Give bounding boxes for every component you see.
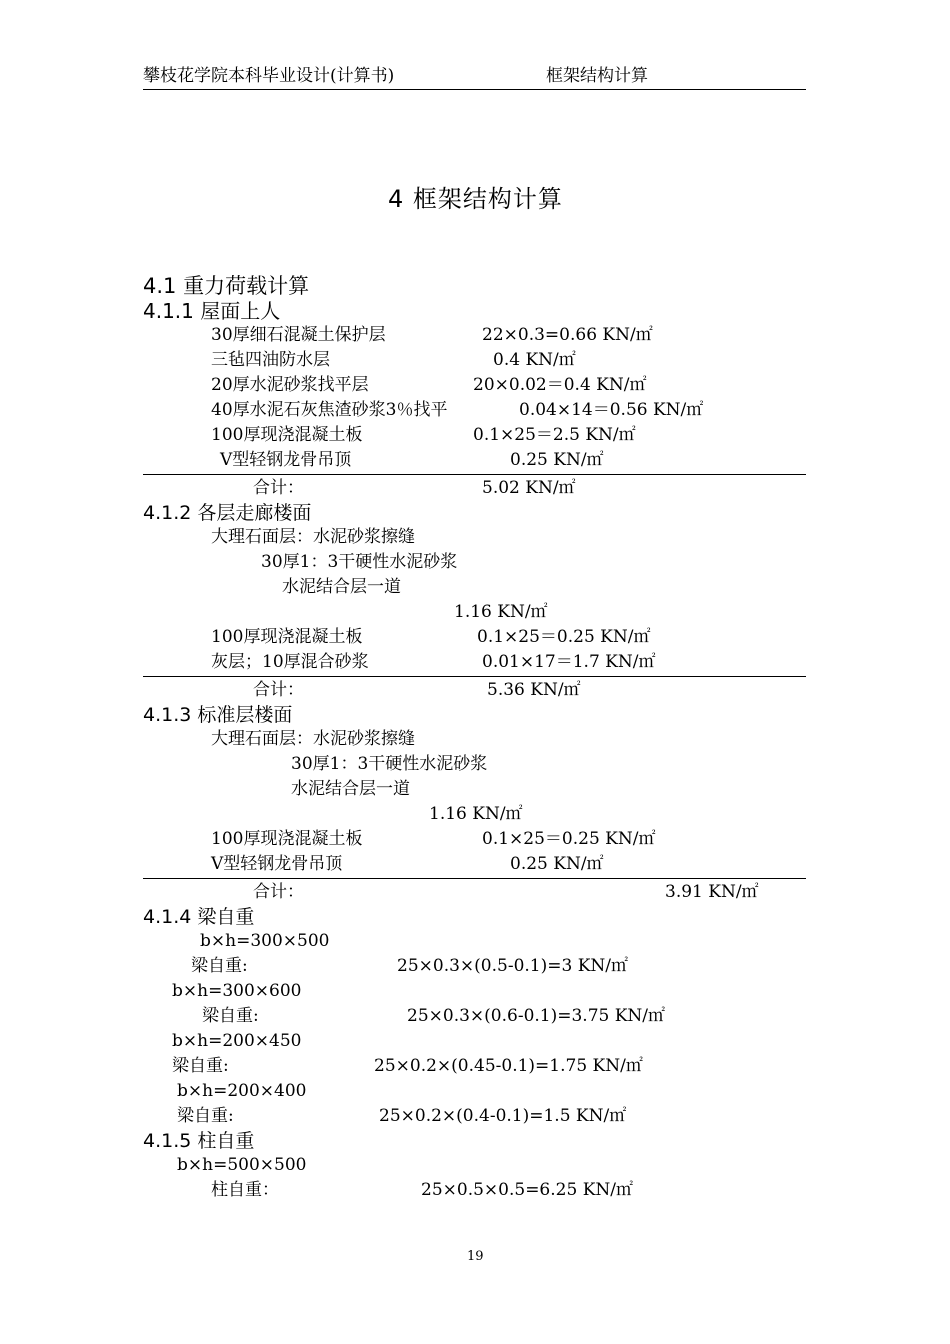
page-number: 19 xyxy=(467,1249,484,1264)
section-4-1-2-title: 4.1.2 各层走廊楼面 xyxy=(143,502,312,524)
beam-weight-label: 梁自重: xyxy=(177,1106,234,1126)
beam-weight-label: 梁自重: xyxy=(191,956,248,976)
beam-weight-value: 25×0.3×(0.5-0.1)=3 KN/㎡ xyxy=(397,956,629,976)
total-value: 5.02 KN/㎡ xyxy=(482,478,576,498)
beam-weight-value: 25×0.2×(0.4-0.1)=1.5 KN/㎡ xyxy=(379,1106,627,1126)
column-weight-value: 25×0.5×0.5=6.25 KN/㎡ xyxy=(421,1180,633,1200)
divider xyxy=(143,474,806,475)
total-value: 3.91 KN/㎡ xyxy=(665,882,759,902)
floor-line: 大理石面层：水泥砂浆擦缝 xyxy=(211,729,415,749)
roof-row-label: 三毡四油防水层 xyxy=(211,350,330,370)
floor-row-value: 0.25 KN/㎡ xyxy=(510,854,604,874)
floor-line: 30厚1：3干硬性水泥砂浆 xyxy=(291,754,488,774)
beam-weight-label: 梁自重: xyxy=(202,1006,259,1026)
beam-size: b×h=200×450 xyxy=(172,1031,302,1051)
floor-row-value: 0.01×17＝1.7 KN/㎡ xyxy=(482,652,656,672)
beam-size: b×h=300×600 xyxy=(172,981,302,1001)
column-size: b×h=500×500 xyxy=(177,1155,307,1175)
chapter-title: 4 框架结构计算 xyxy=(388,185,563,213)
floor-line: 水泥结合层一道 xyxy=(291,779,410,799)
roof-row-label: V型轻钢龙骨吊顶 xyxy=(220,450,352,470)
header-right: 框架结构计算 xyxy=(546,66,648,86)
floor-line: 30厚1：3干硬性水泥砂浆 xyxy=(261,552,458,572)
roof-row-value: 22×0.3=0.66 KN/㎡ xyxy=(482,325,653,345)
section-4-1-title: 4.1 重力荷载计算 xyxy=(143,274,310,298)
total-label: 合计： xyxy=(253,680,304,700)
beam-weight-label: 梁自重: xyxy=(172,1056,229,1076)
floor-subtotal: 1.16 KN/㎡ xyxy=(454,602,548,622)
header-rule xyxy=(143,89,806,90)
roof-row-label: 30厚细石混凝土保护层 xyxy=(211,325,386,345)
floor-row-label: 灰层；10厚混合砂浆 xyxy=(211,652,369,672)
beam-weight-value: 25×0.2×(0.45-0.1)=1.75 KN/㎡ xyxy=(374,1056,643,1076)
total-label: 合计： xyxy=(253,882,304,902)
roof-row-value: 20×0.02＝0.4 KN/㎡ xyxy=(473,375,647,395)
header-left: 攀枝花学院本科毕业设计(计算书) xyxy=(143,66,395,86)
total-label: 合计： xyxy=(253,478,304,498)
roof-row-value: 0.4 KN/㎡ xyxy=(493,350,576,370)
roof-row-value: 0.25 KN/㎡ xyxy=(510,450,604,470)
beam-weight-value: 25×0.3×(0.6-0.1)=3.75 KN/㎡ xyxy=(407,1006,666,1026)
roof-row-label: 40厚水泥石灰焦渣砂浆3％找平 xyxy=(211,400,448,420)
section-4-1-4-title: 4.1.4 梁自重 xyxy=(143,906,255,928)
beam-size: b×h=300×500 xyxy=(200,931,330,951)
floor-row-value: 0.1×25＝0.25 KN/㎡ xyxy=(477,627,651,647)
floor-subtotal: 1.16 KN/㎡ xyxy=(429,804,523,824)
floor-row-label: V型轻钢龙骨吊顶 xyxy=(211,854,343,874)
divider xyxy=(143,676,806,677)
section-4-1-1-title: 4.1.1 屋面上人 xyxy=(143,299,281,323)
roof-row-value: 0.1×25＝2.5 KN/㎡ xyxy=(473,425,636,445)
beam-size: b×h=200×400 xyxy=(177,1081,307,1101)
total-value: 5.36 KN/㎡ xyxy=(487,680,581,700)
section-4-1-3-title: 4.1.3 标准层楼面 xyxy=(143,704,293,726)
floor-line: 大理石面层：水泥砂浆擦缝 xyxy=(211,527,415,547)
roof-row-label: 100厚现浇混凝土板 xyxy=(211,425,363,445)
divider xyxy=(143,878,806,879)
roof-row-value: 0.04×14＝0.56 KN/㎡ xyxy=(519,400,704,420)
column-weight-label: 柱自重： xyxy=(211,1180,279,1200)
floor-row-label: 100厚现浇混凝土板 xyxy=(211,829,363,849)
floor-row-label: 100厚现浇混凝土板 xyxy=(211,627,363,647)
roof-row-label: 20厚水泥砂浆找平层 xyxy=(211,375,369,395)
floor-line: 水泥结合层一道 xyxy=(282,577,401,597)
floor-row-value: 0.1×25＝0.25 KN/㎡ xyxy=(482,829,656,849)
section-4-1-5-title: 4.1.5 柱自重 xyxy=(143,1130,255,1152)
